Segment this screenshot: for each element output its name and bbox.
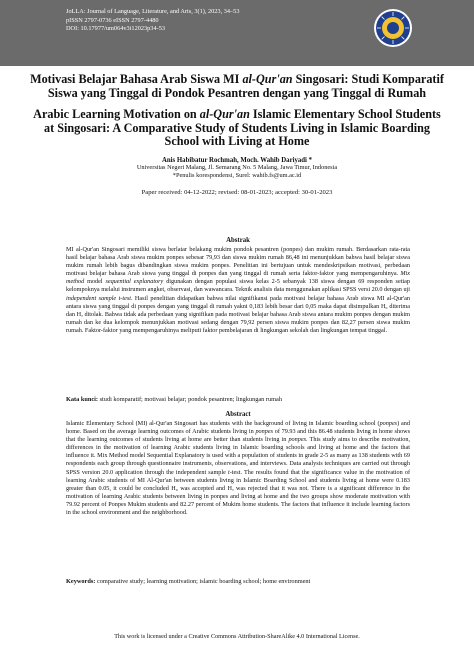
journal-doi[interactable]: DOI: 10.17977/um064v3i12023p34-53 <box>66 25 165 32</box>
journal-issn: pISSN 2797-0736 eISSN 2797-4480 <box>66 16 159 24</box>
journal-header-band <box>0 0 474 66</box>
abstract-english <box>66 411 410 517</box>
correspondence: *Penulis korespondensi, Surel: wahib.fs@um.ac.id <box>172 171 302 179</box>
abstract-indonesian-text: MI al-Qur'an Singosari memiliki siswa berlatar belakang mukim pondok pesantren (ponpes) dan mukim rumah. Berdasarkan rata-rata hasil belajar bahasa Arab siswa mukim ponpes sebesar 79,93 dan siswa mukim rumah 86,48 ini menunjukkan bahwa hasil belajar siswa mukim rumah lebih bagus dibandingkan siswa mukim ponpes. Penelitian ini bertujuan untuk mendeskripsikan motivasi, perbedaan motivasi belajar bahasa Arab siswa yang tinggal di ponpes dan yang tinggal di rumah serta faktor-faktor yang mempengaruhinya. Mix method model sequential explanatory digunakan dengan populasi siswa kelas 2-5 sebanyak 138 siswa dengan 69 responden setiap kelompoknya melalui instrumen angket, observasi, dan wawancara. Teknik analisis data menggunakan aplikasi SPSS versi 20.0 dengan uji independent sample t-test. Hasil penelitian didapatkan bahwa nilai signifikansi pada motivasi belajar bahasa Arab siswa MI al-Qur'an antara siswa yang tinggal di ponpes dengan yang tinggal di rumah yakni 0,183 lebih besar dari 0,05 maka dapat disimpulkan H₀ diterima dan Hₐ ditolak. Bahwa tidak ada perbedaan yang signifikan pada motivasi belajar bahasa Arab siswa antara mukim ponpes dengan mukim rumah dan ke dua kelompok menunjukkan motivasi sedang dengan 79,92 persen siswa mukim ponpes dan 82,27 persen siswa mukim rumah. Faktor-faktor yang mempengaruhinya meliputi faktor pembelajaran di lingkungan sekolah dan lingkungan tempat tinggal. <box>66 246 410 334</box>
license-note: This work is licensed under a Creative Commons Attribution-ShareAlike 4.0 International License. <box>114 633 360 640</box>
title-indonesian: Motivasi Belajar Bahasa Arab Siswa MI al-Qur'an Singosari: Studi Komparatif Siswa yang Tinggal di Pondok Pesantren dengan yang Tinggal di Rumah <box>30 72 444 100</box>
abstract-indonesian <box>66 237 410 335</box>
keywords-indonesian: Kata kunci: studi komparatif; motivasi belajar; pondok pesantren; lingkungan rumah <box>66 396 282 403</box>
affiliation: Universitas Negeri Malang, Jl. Semarang No. 5 Malang, Jawa Timur, Indonesia <box>136 163 338 171</box>
journal-citation: JoLLA: Journal of Language, Literature, and Arts, 3(1), 2023, 34–53 <box>66 8 240 15</box>
abstract-indonesian-heading: Abstrak <box>226 237 250 244</box>
abstract-english-text: Islamic Elementary School (MI) al-Qur'an Singosari has students with the background of living in Islamic boarding school (ponpes) and home. Based on the average learning outcomes of Arabic students living in ponpes of 79.93 and this 86.48 students living in home shows that the learning outcomes of students living at home are better than students living in ponpes. This study aims to describe motivation, differences in the motivation of learning Arabic students living in Islamic boarding schools and living at home and the factors that influence it. Mix Method model Sequential Explanatory is used with a population of students in grade 2-5 as many as 138 students with 69 respondents each group through questionnaire instruments, observations, and interviews. Data analysis techniques are carried out through SPSS version 20.0 application through the independent sample t-test. The results found that the significance value in the motivation of learning Arabic students of MI Al-Qur'an between students living in Islamic Boarding School and students living at home were 0.183 greater than 0.05, it could be concluded H₀ was accepted and Hₐ was rejected that it was not. There is a significant difference in the motivation of learning Arabic students between living in ponpes and living at home and the two groups show moderate motivation with 79.92 percent of Ponpes Mukim students and 82.27 percent of Mukim home students. The factors that influence it include learning factors in the school environment and the neighborhood. <box>66 420 411 517</box>
paper-dates: Paper received: 04-12-2022; revised: 08-01-2023; accepted: 30-01-2023 <box>141 188 333 196</box>
abstract-english-heading: Abstract <box>225 411 251 418</box>
title-block <box>30 73 444 196</box>
journal-info <box>66 8 366 34</box>
keywords-english: Keywords: comparative study; learning motivation; islamic boarding school; home environment <box>66 578 311 585</box>
authors: Anis Habibatur Rochmah, Moch. Wahib Dariyadi * <box>161 156 313 164</box>
university-seal-icon <box>373 8 413 48</box>
title-english: Arabic Learning Motivation on al-Qur'an Islamic Elementary School Students at Singosari: A Comparative Study of Students Living in Islamic Boarding School with Living at Home <box>33 107 441 148</box>
